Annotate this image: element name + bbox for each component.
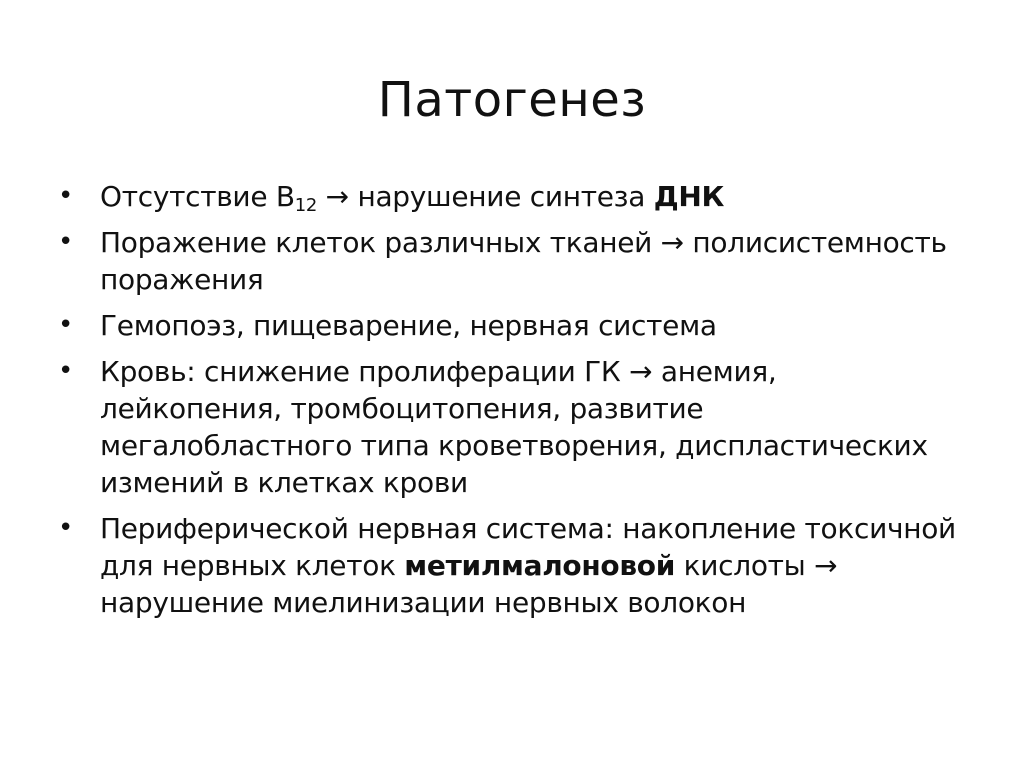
- bullet-bold-term: метилмалоновой: [404, 549, 676, 582]
- slide-title: Патогенез: [377, 72, 647, 128]
- bullet-item: [56, 510, 956, 621]
- bullet-text-part: Периферической нервная система: накопление токсичной для нервных клеток: [100, 512, 956, 582]
- bullet-dot-icon: •: [58, 513, 74, 543]
- bullet-text-part: → нарушение синтеза: [317, 180, 654, 213]
- bullet-subscript: 12: [294, 195, 318, 216]
- bullet-dot-icon: •: [58, 310, 74, 340]
- bullet-text-part: Гемопоэз, пищеварение, нервная система: [100, 309, 717, 342]
- bullet-item: [56, 353, 956, 501]
- bullet-dot-icon: •: [58, 181, 74, 211]
- bullet-text-part: кислоты → нарушение миелинизации нервных волокон: [100, 549, 838, 619]
- bullet-dot-icon: •: [58, 356, 74, 386]
- bullet-text-part: Отсутствие B: [100, 180, 295, 213]
- bullet-item: [56, 178, 956, 215]
- bullet-item: [56, 307, 956, 344]
- bullet-bold-term: ДНК: [653, 180, 725, 213]
- bullet-text-part: Поражение клеток различных тканей → полисистемность поражения: [100, 226, 947, 296]
- bullet-item: [56, 224, 956, 298]
- bullet-dot-icon: •: [58, 227, 74, 257]
- bullet-list: [56, 178, 956, 630]
- bullet-text-part: Кровь: снижение пролиферации ГК → анемия, лейкопения, тромбоцитопения, развитие мегалобластного типа кроветворения, диспластических измений в клетках крови: [100, 355, 928, 499]
